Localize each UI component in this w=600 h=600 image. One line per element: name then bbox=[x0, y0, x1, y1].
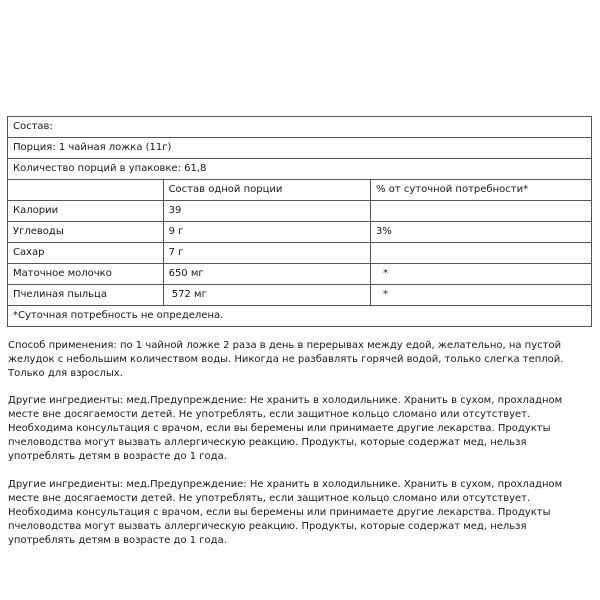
nutrient-daily-value: * bbox=[371, 264, 592, 285]
table-row bbox=[8, 159, 592, 180]
other-ingredients-warning-repeat: Другие ингредиенты: мед.Предупреждение: Не хранить в холодильнике. Хранить в сухом, прохладном месте вне досягаемости детей. Не употреблять, если защитное кольцо сломано или отсутствует. Необходима консультация с врачом, если вы беремены или принимаете другие лекарства. Продукты пчеловодства могут вызвать аллергическую реакцию. Продукты, которые содержат мед, нельзя употреблять детям в возрасте до 1 года. bbox=[8, 479, 563, 546]
nutrition-facts-table bbox=[7, 116, 592, 327]
header-per-serving: Состав одной порции bbox=[163, 180, 370, 201]
nutrient-amount: 7 г bbox=[163, 243, 370, 264]
nutrient-amount: 650 мг bbox=[163, 264, 370, 285]
other-ingredients-warning: Другие ингредиенты: мед.Предупреждение: Не хранить в холодильнике. Хранить в сухом, прохладном месте вне досягаемости детей. Не употреблять, если защитное кольцо сломано или отсутствует. Необходима консультация с врачом, если вы беремены или принимаете другие лекарства. Продукты пчеловодства могут вызвать аллергическую реакцию. Продукты, которые содержат мед, нельзя употреблять детям в возрасте до 1 года. bbox=[8, 395, 563, 462]
nutrient-name: Маточное молочко bbox=[8, 264, 164, 285]
nutrient-name: Углеводы bbox=[8, 222, 164, 243]
table-row bbox=[8, 201, 592, 222]
nutrient-daily-value bbox=[371, 201, 592, 222]
nutrient-amount: 39 bbox=[163, 201, 370, 222]
table-row bbox=[8, 285, 592, 306]
table-row bbox=[8, 264, 592, 285]
table-row bbox=[8, 117, 592, 138]
table-row bbox=[8, 243, 592, 264]
nutrient-name: Калории bbox=[8, 201, 164, 222]
nutrient-name: Сахар bbox=[8, 243, 164, 264]
usage-instructions: Способ применения: по 1 чайной ложке 2 раза в день в перерывах между едой, желательно, на пустой желудок с небольшим количеством воды. Никогда не разбавлять горячей водой, только слегка теплой. Только для взрослых. bbox=[8, 340, 564, 379]
table-header-row bbox=[8, 180, 592, 201]
table-row bbox=[8, 138, 592, 159]
header-empty-cell bbox=[8, 180, 164, 201]
nutrient-amount: 9 г bbox=[163, 222, 370, 243]
footnote: *Суточная потребность не определена. bbox=[8, 306, 592, 327]
nutrient-daily-value: 3% bbox=[371, 222, 592, 243]
nutrient-amount: 572 мг bbox=[163, 285, 370, 306]
nutrient-daily-value bbox=[371, 243, 592, 264]
nutrient-name: Пчелиная пыльца bbox=[8, 285, 164, 306]
product-info bbox=[7, 116, 592, 548]
table-row bbox=[8, 306, 592, 327]
table-row bbox=[8, 222, 592, 243]
serving-size: Порция: 1 чайная ложка (11г) bbox=[8, 138, 592, 159]
servings-per-container: Количество порций в упаковке: 61,8 bbox=[8, 159, 592, 180]
facts-heading: Состав: bbox=[8, 117, 592, 138]
nutrient-daily-value: * bbox=[371, 285, 592, 306]
header-daily-value: % от суточной потребности* bbox=[371, 180, 592, 201]
